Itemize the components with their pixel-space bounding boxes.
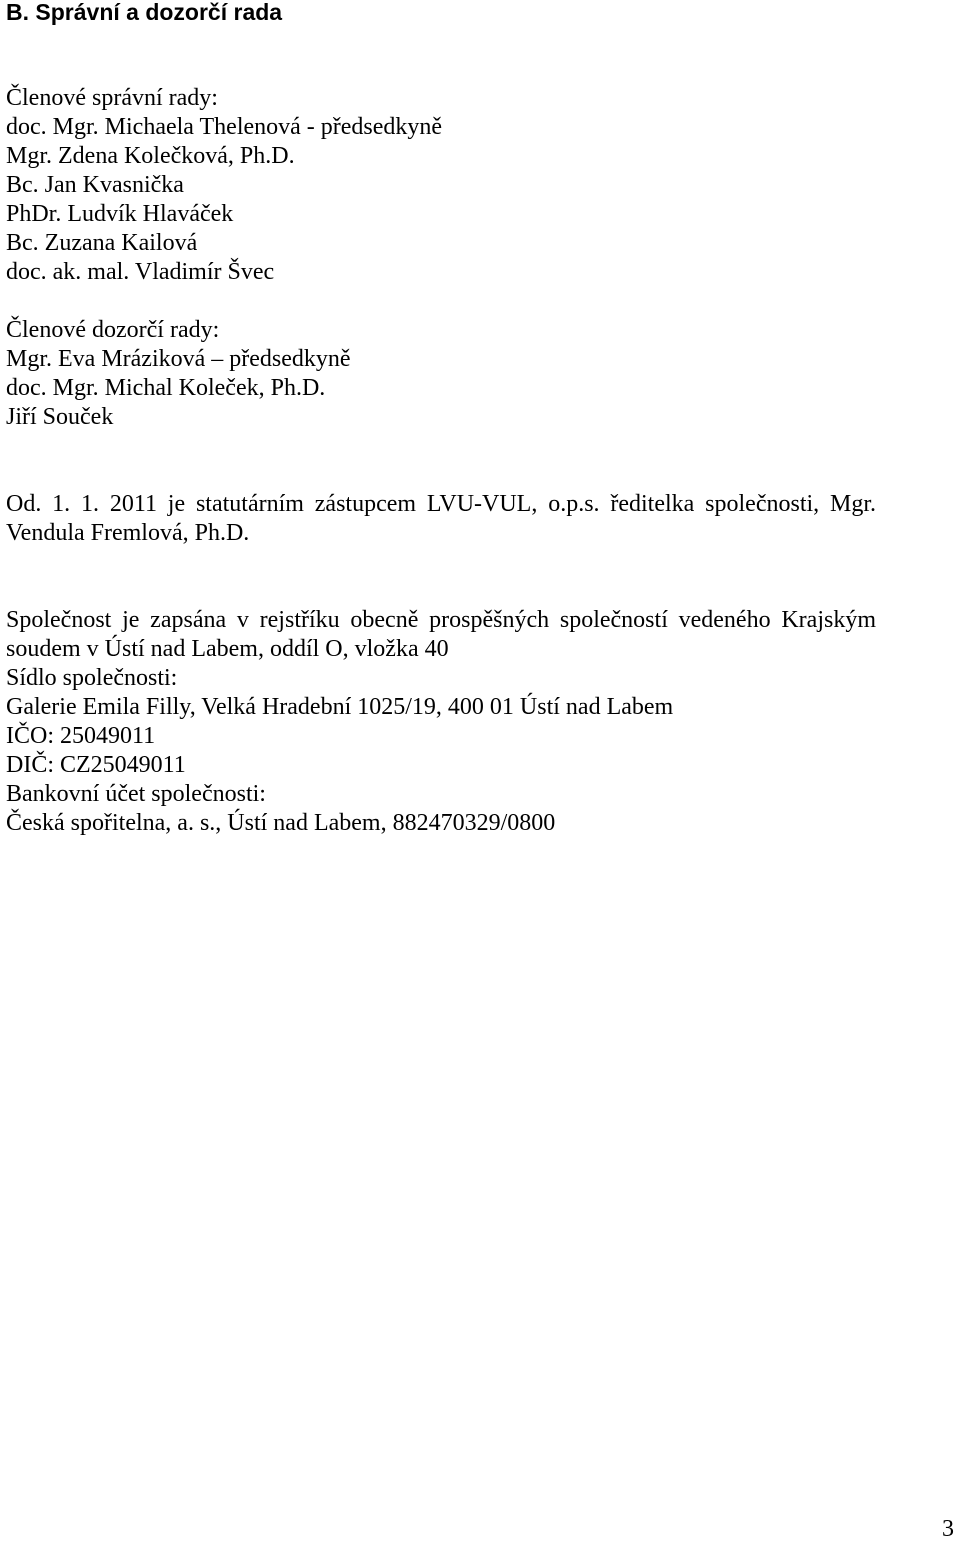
dic-value: DIČ: CZ25049011 xyxy=(6,752,186,778)
registry-line: soudem v Ústí nad Labem, oddíl O, vložka 40 xyxy=(6,636,449,662)
registry-line: Společnost je zapsána v rejstříku obecně prospěšných společností vedeného Krajským xyxy=(6,607,876,633)
board-member: Bc. Jan Kvasnička xyxy=(6,172,184,198)
ico-value: IČO: 25049011 xyxy=(6,723,156,749)
representative-line: Vendula Fremlová, Ph.D. xyxy=(6,520,250,546)
seat-address: Galerie Emila Filly, Velká Hradební 1025/19, 400 01 Ústí nad Labem xyxy=(6,694,674,720)
supervisory-member: Mgr. Eva Mráziková – předsedkyně xyxy=(6,346,351,372)
bank-label: Bankovní účet společnosti: xyxy=(6,781,266,807)
supervisory-member: doc. Mgr. Michal Koleček, Ph.D. xyxy=(6,375,326,401)
board-member: doc. ak. mal. Vladimír Švec xyxy=(6,259,275,285)
section-heading: B. Správní a dozorčí rada xyxy=(6,0,283,25)
seat-label: Sídlo společnosti: xyxy=(6,665,178,691)
board-member: doc. Mgr. Michaela Thelenová - předsedkyně xyxy=(6,114,443,140)
bank-account: Česká spořitelna, a. s., Ústí nad Labem, 882470329/0800 xyxy=(6,810,556,836)
board-member: Mgr. Zdena Kolečková, Ph.D. xyxy=(6,143,295,169)
board-member: PhDr. Ludvík Hlaváček xyxy=(6,201,234,227)
supervisory-member: Jiří Souček xyxy=(6,404,114,430)
page-number: 3 xyxy=(942,1516,954,1542)
supervisory-label: Členové dozorčí rady: xyxy=(6,317,220,343)
board-label: Členové správní rady: xyxy=(6,85,218,111)
board-member: Bc. Zuzana Kailová xyxy=(6,230,198,256)
representative-line: Od. 1. 1. 2011 je statutárním zástupcem LVU-VUL, o.p.s. ředitelka společnosti, Mgr. xyxy=(6,491,876,517)
